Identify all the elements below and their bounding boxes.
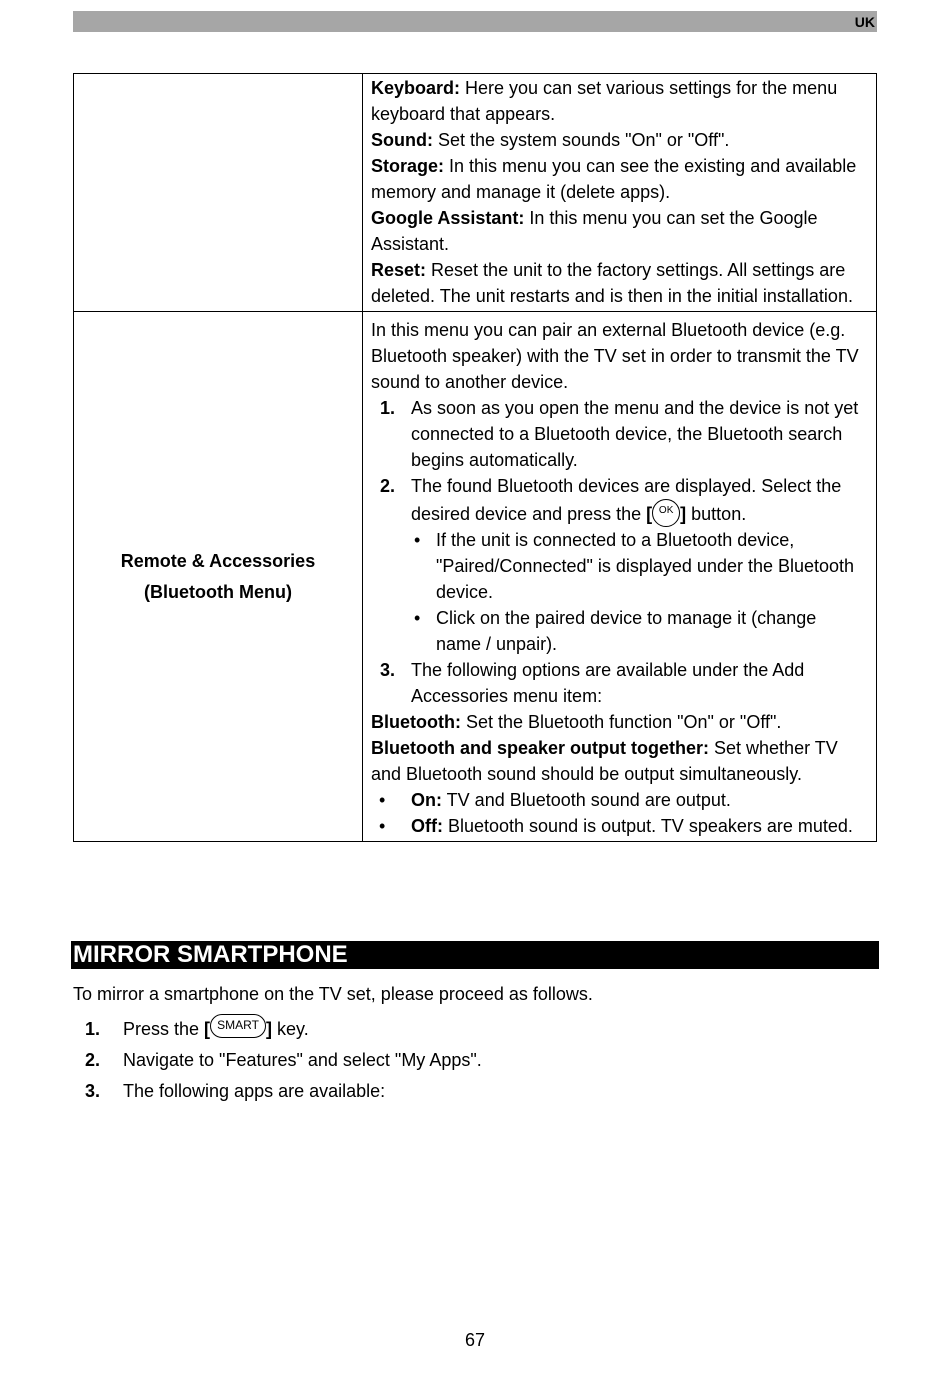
list-item [73, 1045, 482, 1076]
setting-label: Storage: [371, 156, 445, 176]
smart-key-icon: SMART [210, 1014, 266, 1038]
output-options [371, 787, 866, 839]
list-item: • If the unit is connected to a Bluetooth device, "Paired/Connected" is displayed under the Bluetooth device. [411, 527, 866, 605]
list-item [371, 473, 866, 657]
step-text: key. [272, 1019, 309, 1039]
header-bar [73, 11, 877, 32]
bracket: ] [680, 504, 687, 524]
step-text: The following apps are available: [123, 1081, 386, 1101]
table-row [74, 74, 877, 312]
bluetooth-intro: In this menu you can pair an external Bluetooth device (e.g. Bluetooth speaker) with the TV set in order to transmit the TV sound to another device. [371, 320, 859, 392]
step-text: The found Bluetooth devices are displayed. Select the desired device and press the [411, 476, 842, 524]
bracket: [ [204, 1019, 211, 1039]
option-text: TV and Bluetooth sound are output. [442, 790, 731, 810]
step-text: The following options are available under the Add Accessories menu item: [411, 660, 805, 706]
setting-text: Set the system sounds "On" or "Off". [432, 130, 730, 150]
option-label: Bluetooth and speaker output together: [371, 738, 710, 758]
setting-keyboard [371, 75, 866, 127]
section-heading: MIRROR SMARTPHONE [71, 941, 879, 969]
table-row [74, 312, 877, 842]
step-text: button. [686, 504, 747, 524]
bluetooth-menu-subtitle: (Bluetooth Menu) [144, 581, 292, 602]
list-item [73, 1014, 482, 1045]
option-label: Bluetooth: [371, 712, 461, 732]
settings-table [73, 73, 877, 842]
step-number: 3. [380, 660, 396, 680]
bluetooth-speaker-option [371, 735, 866, 787]
step-number: 1. [380, 398, 396, 418]
table-cell-title [74, 312, 363, 842]
setting-google-assistant [371, 205, 866, 257]
step-number: 2. [380, 476, 396, 496]
bluetooth-menu-title: Remote & Accessories [120, 550, 316, 571]
step-text: Press the [123, 1019, 205, 1039]
language-label: UK [854, 14, 875, 30]
step-number: 1. [85, 1019, 101, 1039]
table-cell-description [363, 312, 877, 842]
setting-label: Google Assistant: [371, 208, 525, 228]
option-text: Set whether TV and Bluetooth sound should be output simultaneously. [371, 738, 838, 784]
setting-label: Sound: [371, 130, 433, 150]
setting-text: In this menu you can see the existing and available memory and manage it (delete apps). [371, 156, 857, 202]
bracket: [ [646, 504, 653, 524]
option-label: On: [411, 790, 442, 810]
setting-text: Reset the unit to the factory settings. All settings are deleted. The unit restarts and is then in the initial installation. [371, 260, 853, 306]
step-number: 2. [85, 1050, 101, 1070]
step-text: As soon as you open the menu and the device is not yet connected to a Bluetooth device, the Bluetooth search begins automatically. [411, 398, 859, 470]
step-number: 3. [85, 1081, 101, 1101]
setting-sound [371, 127, 866, 153]
option-label: Off: [411, 816, 443, 836]
page-number: 67 [464, 1330, 486, 1350]
setting-text: Here you can set various settings for the menu keyboard that appears. [371, 78, 838, 124]
setting-reset [371, 257, 866, 309]
step2-bullets [411, 527, 866, 657]
list-item [73, 1076, 482, 1107]
step-text: Navigate to "Features" and select "My Apps". [123, 1050, 482, 1070]
bluetooth-steps [371, 395, 866, 709]
list-item: • Click on the paired device to manage it (change name / unpair). [411, 605, 866, 657]
option-text: Bluetooth sound is output. TV speakers are muted. [442, 816, 853, 836]
table-cell-description [363, 74, 877, 312]
bluetooth-option [371, 709, 866, 735]
option-text: Set the Bluetooth function "On" or "Off". [460, 712, 782, 732]
bracket: ] [266, 1019, 273, 1039]
mirror-steps [73, 1014, 482, 1107]
setting-text: In this menu you can set the Google Assistant. [371, 208, 818, 254]
section-intro: To mirror a smartphone on the TV set, please proceed as follows. [73, 984, 593, 1004]
setting-label: Reset: [371, 260, 427, 280]
list-item [371, 395, 866, 473]
table-cell-empty [74, 74, 363, 312]
setting-storage [371, 153, 866, 205]
list-item [371, 657, 866, 709]
ok-button-icon: OK [652, 499, 680, 527]
list-item [371, 787, 866, 813]
list-item [371, 813, 866, 839]
setting-label: Keyboard: [371, 78, 461, 98]
